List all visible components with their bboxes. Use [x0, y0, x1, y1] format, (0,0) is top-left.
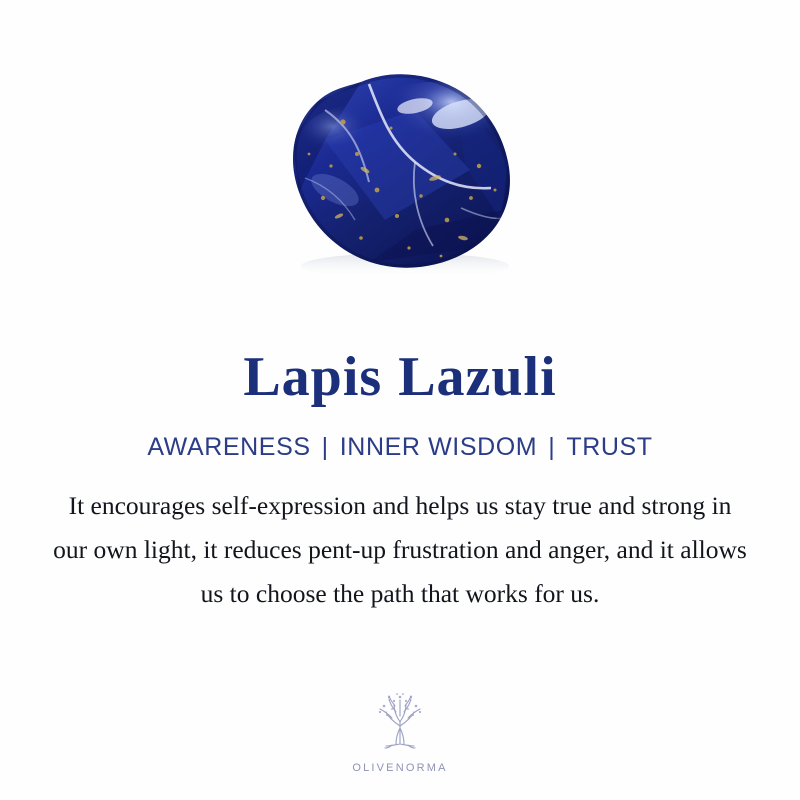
- keyword-separator: |: [548, 432, 556, 461]
- keyword-separator: |: [321, 432, 329, 461]
- brand-logo: [0, 682, 800, 774]
- stone-description: It encourages self-expression and helps us stay true and strong in our own light, it reduces pent-up frustration and anger, and it allows us to choose the path that works for us.: [53, 490, 747, 608]
- title-word-two: Lazuli: [398, 346, 557, 408]
- keyword-awareness: AWARENESS: [147, 432, 311, 461]
- title-word-one: Lapis: [243, 346, 383, 408]
- stone-illustration: [265, 70, 535, 280]
- stone-title: [243, 348, 556, 407]
- keyword-list: [147, 433, 652, 462]
- keyword-trust: TRUST: [566, 432, 653, 461]
- lapis-lazuli-stone-image: [265, 70, 535, 280]
- brand-name: OLIVENORMA: [352, 762, 448, 774]
- stone-image-area: [0, 0, 800, 330]
- keyword-inner-wisdom: INNER WISDOM: [339, 432, 538, 461]
- tree-of-life-icon: [362, 682, 438, 758]
